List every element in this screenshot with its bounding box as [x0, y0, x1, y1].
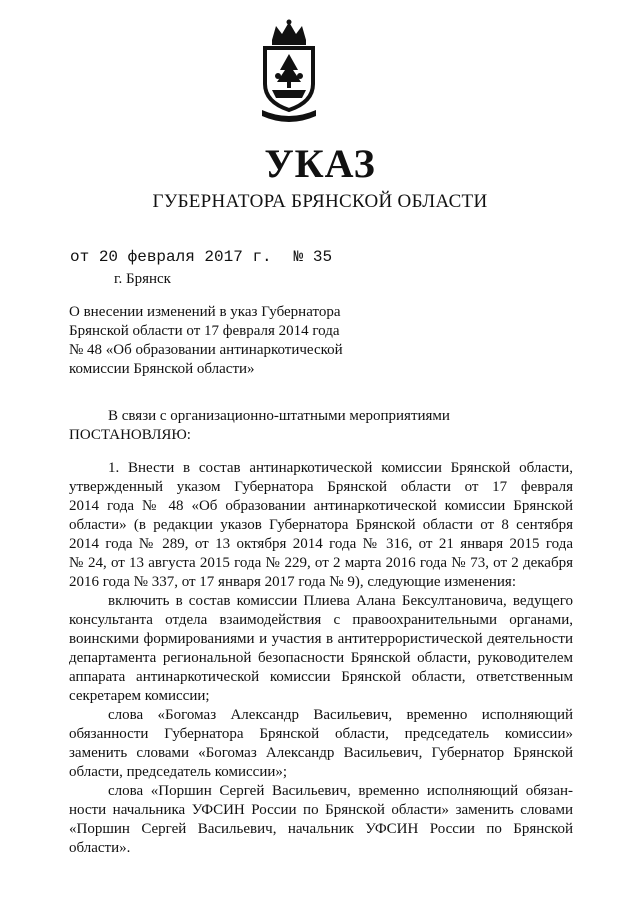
- body-line: ности начальника УФСИН России по Брянской области» заменить словами: [69, 802, 573, 818]
- preamble: [69, 407, 450, 445]
- body-line: № 24, от 13 августа 2015 года № 229, от 2 марта 2016 года № 73, от 2 декабря: [69, 555, 573, 571]
- body-line: департамента региональной безопасности Брянской области, руководителем: [69, 650, 573, 666]
- document-title: УКАЗ: [264, 141, 376, 186]
- subject-line: № 48 «Об образовании антинаркотической: [69, 342, 343, 358]
- body-line: утвержденный указом Губернатора Брянской области от 17 февраля: [69, 479, 573, 495]
- body-line: воинскими формированиями и участия в антитеррористической деятельности: [69, 631, 573, 647]
- date-number-line: [70, 248, 332, 266]
- document-number: 35: [312, 248, 333, 266]
- body-line: области».: [69, 840, 131, 856]
- body-line: «Поршин Сергей Васильевич, начальник УФСИН России по Брянской: [69, 821, 573, 837]
- body-line: 2016 года № 337, от 17 января 2017 года № 9), следующие изменения:: [69, 574, 516, 590]
- document-city: г. Брянск: [114, 271, 171, 287]
- document-subtitle: ГУБЕРНАТОРА БРЯНСКОЙ ОБЛАСТИ: [152, 191, 488, 212]
- body-line: включить в состав комиссии Плиева Алана Бексултановича, ведущего: [108, 593, 573, 609]
- preamble-text: В связи с организационно-штатными мероприятиями: [108, 408, 450, 424]
- subject-line: Брянской области от 17 февраля 2014 года: [69, 323, 340, 339]
- document-subject: [69, 303, 369, 379]
- body-line: секретарем комиссии;: [69, 688, 210, 704]
- document-body: [69, 459, 573, 858]
- number-label: №: [293, 248, 304, 266]
- date-prefix: от: [70, 248, 90, 266]
- body-line: 2014 года № 289, от 13 октября 2014 года № 316, от 21 января 2015 года: [69, 536, 573, 552]
- subject-line: О внесении изменений в указ Губернатора: [69, 304, 341, 320]
- body-line: области, председатель комиссии»;: [69, 764, 288, 780]
- body-line: 1. Внести в состав антинаркотической комиссии Брянской области,: [108, 460, 573, 476]
- body-line: аппарата антинаркотической комиссии Брянской области, ответственным: [69, 669, 573, 685]
- body-line: обязанности Губернатора Брянской области, председатель комиссии»: [69, 726, 573, 742]
- resolution-word: ПОСТАНОВЛЯЮ:: [69, 427, 191, 443]
- body-line: заменить словами «Богомаз Александр Васильевич, Губернатор Брянской: [69, 745, 573, 761]
- subject-line: комиссии Брянской области»: [69, 361, 255, 377]
- body-line: слова «Богомаз Александр Васильевич, временно исполняющий: [108, 707, 573, 723]
- coat-of-arms-icon: [258, 18, 320, 128]
- body-line: области» (в редакции указов Губернатора Брянской области от 8 сентября: [69, 517, 573, 533]
- document-date: 20 февраля 2017 г.: [98, 248, 272, 266]
- body-line: консультанта отдела взаимодействия с правоохранительными органами,: [69, 612, 573, 628]
- body-line: 2014 года № 48 «Об образовании антинаркотической комиссии Брянской: [69, 498, 573, 514]
- body-line: слова «Поршин Сергей Васильевич, временно исполняющий обязан-: [108, 783, 573, 799]
